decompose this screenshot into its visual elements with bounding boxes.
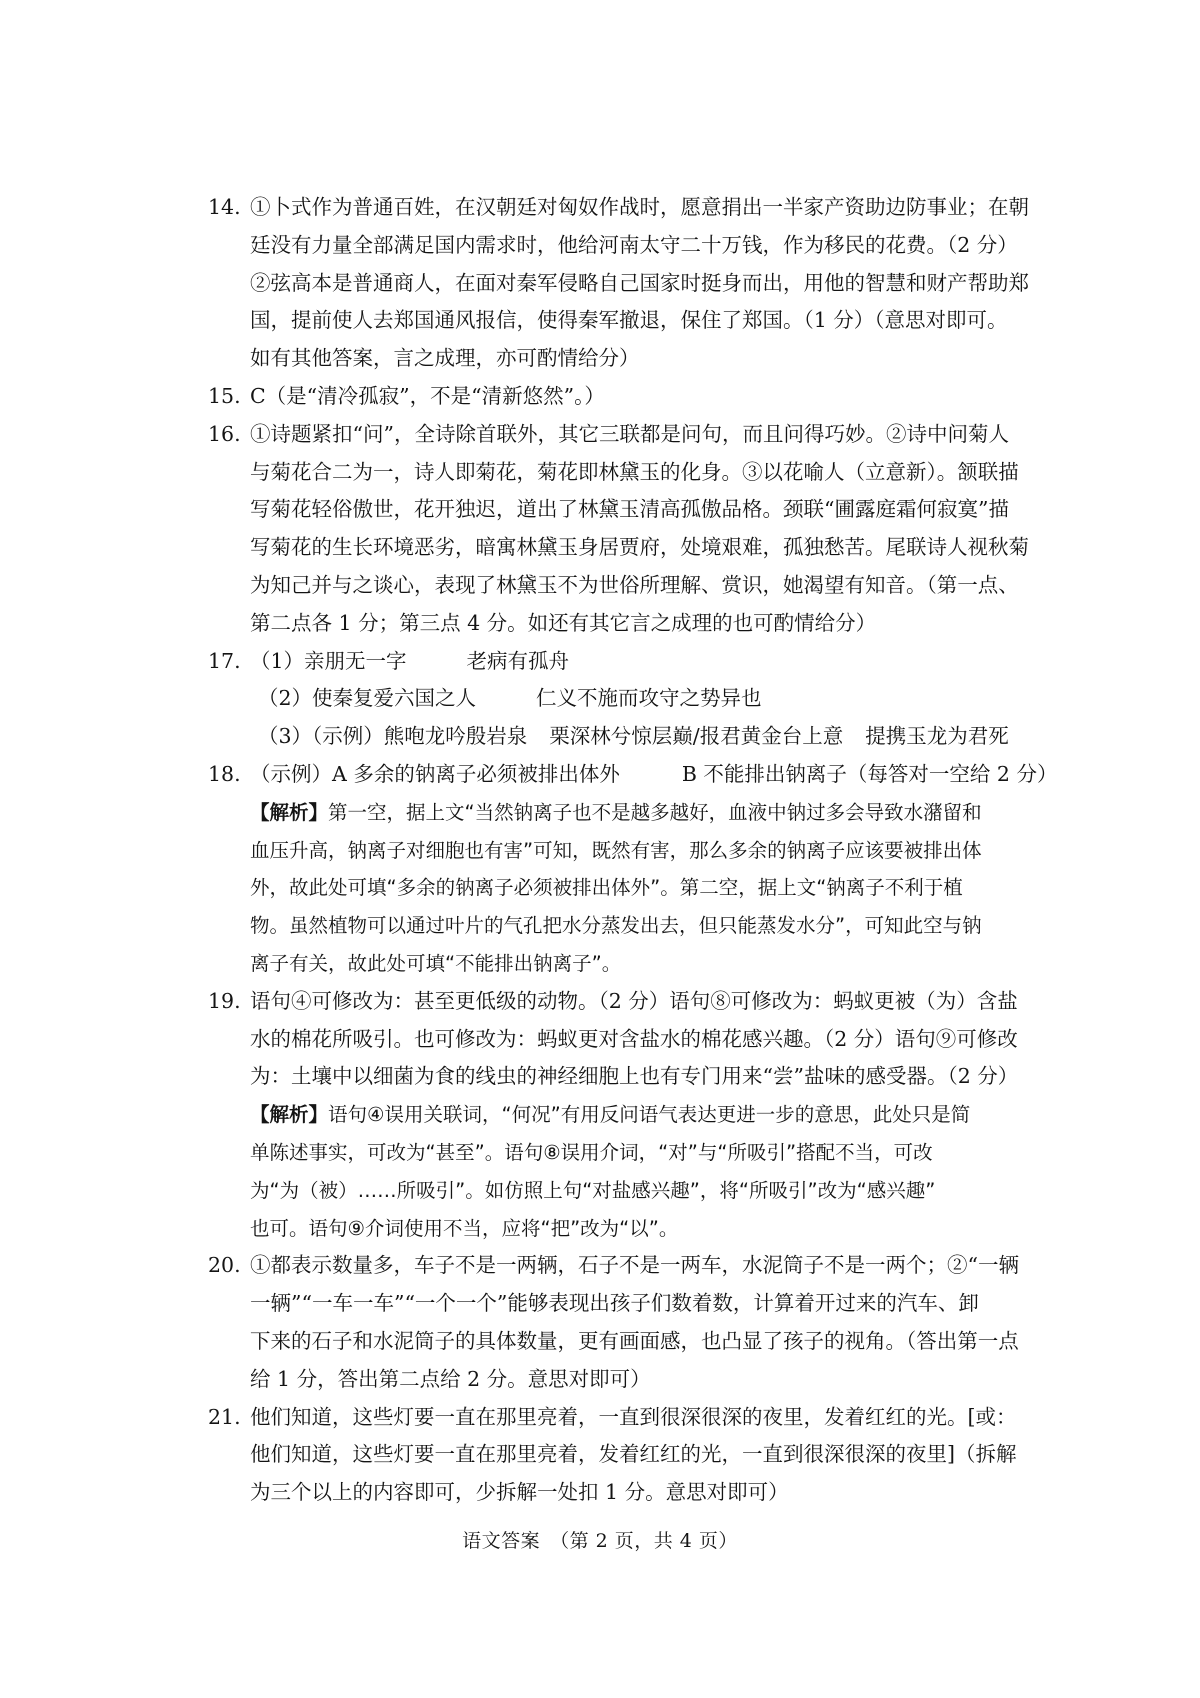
answer-line: 下来的石子和水泥筒子的具体数量，更有画面感，也凸显了孩子的视角。（答出第一点 [250,1328,1019,1353]
sub-answer-label: （1） [250,648,305,673]
answer-line: 语句④可修改为：甚至更低级的动物。（2 分）语句⑧可修改为：蚂蚁更被（为）含盐 [250,988,1018,1013]
answer-part-b: B 不能排出钠离子（每答对一空给 2 分） [681,761,1058,786]
answer-14 [208,189,1029,378]
sub-answer-label: （3） [258,724,313,749]
analysis-text: 第一空，据上文“当然钠离子也不是越多越好，血液中钠过多会导致水潴留和 [328,800,982,824]
answer-line: 水的棉花所吸引。也可修改为：蚂蚁更对含盐水的棉花感兴趣。（2 分）语句⑨可修改 [250,1026,1018,1051]
sub-answer-1 [250,643,1003,681]
question-number: 15. [208,383,241,408]
question-number: 14. [208,195,241,219]
analysis-label: 【解析】 [250,1103,329,1127]
answer-16 [208,416,1029,643]
analysis-line [250,794,1003,832]
analysis-line: 为“为（被）……所吸引”。如仿照上句“对盐感兴趣”，将“所吸引”改为“感兴趣” [250,1178,936,1202]
answer-line: 国，提前使人去郑国通风报信，使得秦军撤退，保住了郑国。（1 分）（意思对即可。 [250,308,1008,333]
sub-answer-2 [250,680,1003,718]
answer-line: C（是“清冷孤寂”，不是“清新悠然”。） [250,383,605,408]
question-number: 17. [208,648,241,673]
question-number: 18. [208,761,241,786]
analysis-label: 【解析】 [250,800,329,824]
answer-line: 他们知道，这些灯要一直在那里亮着，一直到很深很深的夜里，发着红红的光。[或： [250,1404,1017,1429]
analysis-line: 物。虽然植物可以通过叶片的气孔把水分蒸发出去，但只能蒸发水分”，可知此空与钠 [250,914,982,938]
answer-part-a: （示例）A 多余的钠离子必须被排出体外 [250,761,620,786]
answer-15 [208,378,1003,416]
sub-answer-label: （2） [258,686,313,711]
answer-21 [208,1399,1017,1512]
sub-answer-part: 仁义不施而攻守之势异也 [536,686,762,711]
sub-answer-part: 栗深林兮惊层巅/报君黄金台上意 [549,724,844,749]
page-footer: 语文答案 （第 2 页，共 4 页） [462,1530,738,1552]
answer-line: 为知己并与之谈心，表现了林黛玉不为世俗所理解、赏识，她渴望有知音。（第一点、 [250,572,1019,597]
answer-line: 一辆”“一车一车”“一个一个”能够表现出孩子们数着数，计算着开过来的汽车、卸 [250,1291,979,1316]
answer-17 [208,643,1009,756]
sub-answer-3 [250,718,1009,756]
analysis-line: 外，故此处可填“多余的钠离子必须被排出体外”。第二空，据上文“钠离子不利于植 [250,876,963,900]
analysis-line: 单陈述事实，可改为“甚至”。语句⑧误用介词，“对”与“所吸引”搭配不当，可改 [250,1140,933,1164]
answer-line: 廷没有力量全部满足国内需求时，他给河南太守二十万钱，作为移民的花费。（2 分） [250,232,1018,257]
answer-list [208,189,1058,1512]
question-number: 20. [208,1253,241,1278]
answer-line: 与菊花合二为一，诗人即菊花，菊花即林黛玉的化身。③以花喻人（立意新）。颔联描 [250,459,1019,484]
question-number: 16. [208,421,241,446]
sub-answer-part: （示例）熊咆龙吟殷岩泉 [312,724,528,749]
answer-line: 为：土壤中以细菌为食的线虫的神经细胞上也有专门用来“尝”盐味的感受器。（2 分） [250,1064,1019,1089]
analysis-line: 也可。语句⑨介词使用不当，应将“把”改为“以”。 [250,1216,679,1240]
answer-line: 为三个以上的内容即可，少拆解一处扣 1 分。意思对即可） [250,1480,789,1505]
answer-18 [208,756,1058,983]
answer-line: 他们知道，这些灯要一直在那里亮着，发着红红的光，一直到很深很深的夜里]（拆解 [250,1442,1017,1467]
analysis-line [250,1096,1003,1134]
answer-line: ①都表示数量多，车子不是一两辆，石子不是一两车，水泥筒子不是一两个；②“一辆 [250,1253,1019,1278]
answer-19 [208,983,1019,1248]
question-number: 19. [208,988,241,1013]
answer-line: ①卜式作为普通百姓，在汉朝廷对匈奴作战时，愿意捐出一半家产资助边防事业；在朝 [250,195,1029,219]
answer-line: ②弦高本是普通商人，在面对秦军侵略自己国家时挺身而出，用他的智慧和财产帮助郑 [250,270,1029,295]
answer-20 [208,1247,1019,1398]
sub-answer-part: 亲朋无一字 [304,648,407,673]
sub-answer-part: 提携玉龙为君死 [865,724,1009,749]
answer-line: 写菊花轻俗傲世，花开独迟，道出了林黛玉清高孤傲品格。颈联“圃露庭霜何寂寞”描 [250,497,1009,522]
answer-line: 如有其他答案，言之成理，亦可酌情给分） [250,346,640,371]
sub-answer-part: 老病有孤舟 [466,648,570,673]
analysis-line: 离子有关，故此处可填“不能排出钠离子”。 [250,951,622,975]
answer-line: 给 1 分，答出第二点给 2 分。意思对即可） [250,1366,651,1391]
analysis-text: 语句④误用关联词，“何况”有用反问语气表达更进一步的意思，此处只是简 [328,1103,971,1127]
sub-answer-part: 使秦复爱六国之人 [312,686,477,711]
answer-line [250,756,1058,794]
answer-line: 写菊花的生长环境恶劣，暗寓林黛玉身居贾府，处境艰难，孤独愁苦。尾联诗人视秋菊 [250,535,1029,560]
answer-line: 第二点各 1 分；第三点 4 分。如还有其它言之成理的也可酌情给分） [250,610,877,635]
question-number: 21. [208,1404,241,1429]
answer-line: ①诗题紧扣“问”，全诗除首联外，其它三联都是问句，而且问得巧妙。②诗中问菊人 [250,421,1009,446]
analysis-line: 血压升高，钠离子对细胞也有害”可知，既然有害，那么多余的钠离子应该要被排出体 [250,838,982,862]
